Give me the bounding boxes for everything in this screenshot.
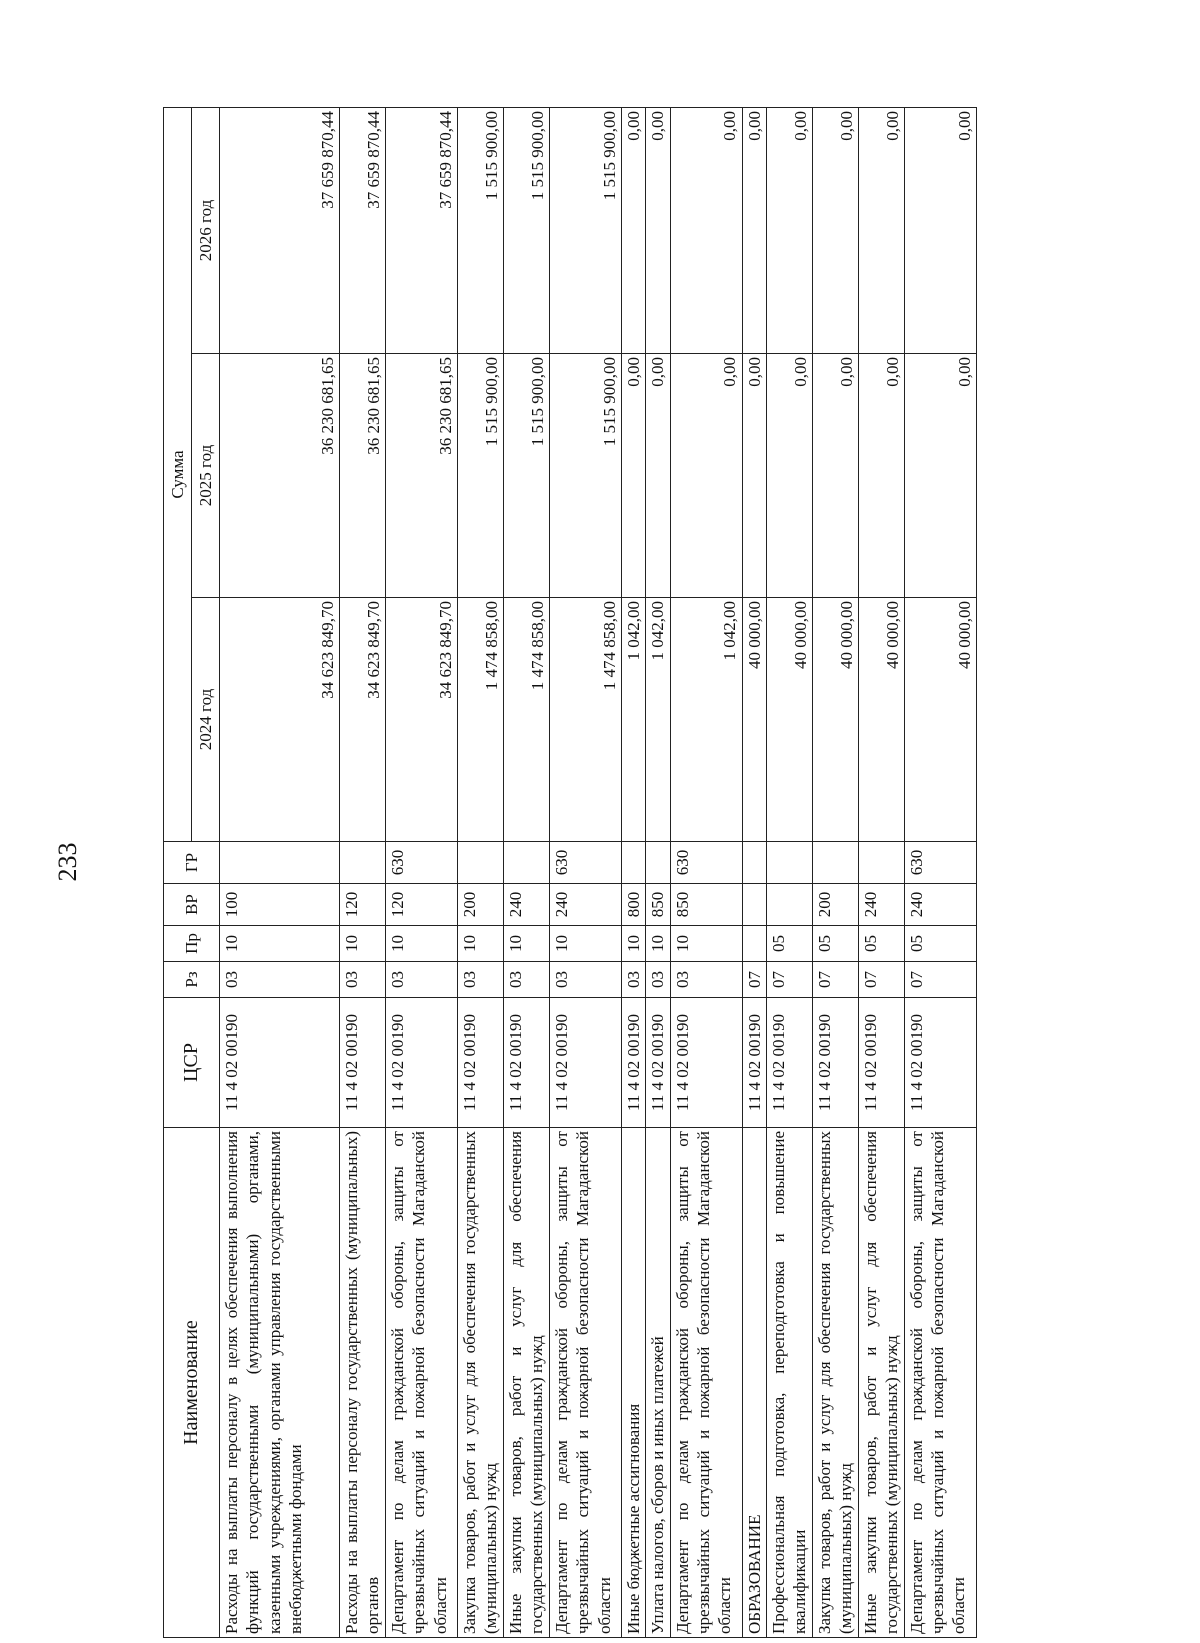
page-number: 233 [53,842,82,882]
row-rz-cell: 07 [904,962,976,998]
row-pr-cell: 05 [904,926,976,962]
row-2025-cell: 0,00 [622,354,646,598]
row-gr-cell: 630 [550,842,622,884]
row-vr-cell: 200 [812,884,858,926]
row-pr-cell: 05 [858,926,904,962]
row-vr-cell: 240 [904,884,976,926]
row-2026-cell: 0,00 [766,107,812,353]
row-csr-cell: 11 4 02 00190 [458,998,504,1128]
row-gr-cell [340,842,386,884]
row-rz-cell: 03 [550,962,622,998]
row-rz-cell: 03 [670,962,742,998]
row-2026-cell: 0,00 [904,107,976,353]
document-rotated-container [163,108,1133,1638]
row-gr-cell [742,842,766,884]
row-2026-cell: 0,00 [670,107,742,353]
row-2026-cell: 0,00 [858,107,904,353]
row-pr-cell: 10 [622,926,646,962]
row-rz-cell: 07 [742,962,766,998]
table-row [340,107,386,1637]
row-2024-cell: 1 042,00 [622,598,646,842]
row-csr-cell: 11 4 02 00190 [220,998,340,1128]
row-name-cell: Закупка товаров, работ и услуг для обеспечения государственных (муниципальных) нужд [812,1128,858,1638]
row-csr-cell: 11 4 02 00190 [858,998,904,1128]
row-vr-cell: 240 [550,884,622,926]
row-pr-cell: 10 [220,926,340,962]
row-2024-cell: 40 000,00 [766,598,812,842]
row-name-cell: Департамент по делам гражданской обороны, защиты от чрезвычайных ситуаций и пожарной безопасности Магаданской области [550,1128,622,1638]
row-gr-cell: 630 [386,842,458,884]
table-row [858,107,904,1637]
row-csr-cell: 11 4 02 00190 [766,998,812,1128]
row-rz-cell: 07 [858,962,904,998]
row-name-cell: ОБРАЗОВАНИЕ [742,1128,766,1638]
row-pr-cell: 10 [670,926,742,962]
row-2026-cell: 0,00 [646,107,670,353]
row-vr-cell: 120 [340,884,386,926]
header-2026: 2026 год [192,107,220,353]
row-2025-cell: 1 515 900,00 [504,354,550,598]
table-row [622,107,646,1637]
row-vr-cell: 850 [646,884,670,926]
row-gr-cell [858,842,904,884]
row-rz-cell: 03 [622,962,646,998]
row-2026-cell: 1 515 900,00 [458,107,504,353]
row-vr-cell: 100 [220,884,340,926]
row-name-cell: Департамент по делам гражданской обороны, защиты от чрезвычайных ситуаций и пожарной безопасности Магаданской области [386,1128,458,1638]
row-2024-cell: 40 000,00 [904,598,976,842]
table-row [742,107,766,1637]
row-name-cell: Уплата налогов, сборов и иных платежей [646,1128,670,1638]
row-pr-cell: 10 [386,926,458,962]
row-pr-cell: 05 [812,926,858,962]
row-pr-cell: 05 [766,926,812,962]
row-pr-cell: 10 [550,926,622,962]
table-row [766,107,812,1637]
header-name: Наименование [164,1128,220,1638]
row-2024-cell: 40 000,00 [812,598,858,842]
row-name-cell: Департамент по делам гражданской обороны, защиты от чрезвычайных ситуаций и пожарной безопасности Магаданской области [670,1128,742,1638]
row-name-cell: Профессиональная подготовка, переподготовка и повышение квалификации [766,1128,812,1638]
table-row [386,107,458,1637]
row-csr-cell: 11 4 02 00190 [386,998,458,1128]
row-vr-cell: 240 [504,884,550,926]
row-2025-cell: 36 230 681,65 [340,354,386,598]
row-2025-cell: 1 515 900,00 [550,354,622,598]
row-2024-cell: 1 474 858,00 [458,598,504,842]
table-header [164,107,220,1637]
row-rz-cell: 03 [458,962,504,998]
table-row [504,107,550,1637]
row-pr-cell: 10 [504,926,550,962]
row-vr-cell: 800 [622,884,646,926]
row-csr-cell: 11 4 02 00190 [646,998,670,1128]
row-csr-cell: 11 4 02 00190 [340,998,386,1128]
table-row [904,107,976,1637]
table-row [646,107,670,1637]
row-rz-cell: 03 [386,962,458,998]
row-2025-cell: 36 230 681,65 [386,354,458,598]
header-2024: 2024 год [192,598,220,842]
row-vr-cell: 850 [670,884,742,926]
row-name-cell: Расходы на выплаты персоналу в целях обеспечения выполнения функций государственными (муниципальными) органами, казенными учреждениями, органами управления государственными внебюджетными фондами [220,1128,340,1638]
row-name-cell: Департамент по делам гражданской обороны, защиты от чрезвычайных ситуаций и пожарной безопасности Магаданской области [904,1128,976,1638]
row-csr-cell: 11 4 02 00190 [742,998,766,1128]
row-pr-cell: 10 [646,926,670,962]
row-2025-cell: 0,00 [670,354,742,598]
row-csr-cell: 11 4 02 00190 [622,998,646,1128]
row-2025-cell: 1 515 900,00 [458,354,504,598]
row-pr-cell: 10 [458,926,504,962]
row-name-cell: Расходы на выплаты персоналу государственных (муниципальных) органов [340,1128,386,1638]
row-rz-cell: 07 [766,962,812,998]
row-gr-cell: 630 [670,842,742,884]
row-name-cell: Закупка товаров, работ и услуг для обеспечения государственных (муниципальных) нужд [458,1128,504,1638]
table-row [550,107,622,1637]
row-vr-cell: 200 [458,884,504,926]
row-2026-cell: 1 515 900,00 [550,107,622,353]
row-rz-cell: 03 [340,962,386,998]
row-2026-cell: 0,00 [812,107,858,353]
header-2025: 2025 год [192,354,220,598]
row-vr-cell: 240 [858,884,904,926]
header-summa: Сумма [164,107,192,841]
row-gr-cell [458,842,504,884]
row-2025-cell: 0,00 [858,354,904,598]
row-rz-cell: 03 [646,962,670,998]
row-vr-cell: 120 [386,884,458,926]
row-2026-cell: 37 659 870,44 [340,107,386,353]
row-gr-cell [812,842,858,884]
table-row [670,107,742,1637]
row-rz-cell: 07 [812,962,858,998]
row-gr-cell [622,842,646,884]
row-gr-cell [220,842,340,884]
row-vr-cell [742,884,766,926]
row-pr-cell: 10 [340,926,386,962]
row-gr-cell [766,842,812,884]
row-2025-cell: 0,00 [646,354,670,598]
row-gr-cell [646,842,670,884]
row-2024-cell: 40 000,00 [742,598,766,842]
header-csr: ЦСР [164,998,220,1128]
row-2024-cell: 1 474 858,00 [504,598,550,842]
row-2026-cell: 1 515 900,00 [504,107,550,353]
row-name-cell: Иные закупки товаров, работ и услуг для обеспечения государственных (муниципальных) нужд [858,1128,904,1638]
row-2025-cell: 36 230 681,65 [220,354,340,598]
row-csr-cell: 11 4 02 00190 [504,998,550,1128]
header-pr: Пр [164,926,220,962]
row-2024-cell: 1 042,00 [646,598,670,842]
row-2024-cell: 1 042,00 [670,598,742,842]
row-2024-cell: 34 623 849,70 [386,598,458,842]
row-2024-cell: 1 474 858,00 [550,598,622,842]
row-2024-cell: 34 623 849,70 [340,598,386,842]
row-csr-cell: 11 4 02 00190 [812,998,858,1128]
row-rz-cell: 03 [504,962,550,998]
row-csr-cell: 11 4 02 00190 [904,998,976,1128]
row-2024-cell: 34 623 849,70 [220,598,340,842]
row-name-cell: Иные бюджетные ассигнования [622,1128,646,1638]
table-row [458,107,504,1637]
row-2025-cell: 0,00 [766,354,812,598]
row-gr-cell: 630 [904,842,976,884]
row-2026-cell: 0,00 [742,107,766,353]
row-2025-cell: 0,00 [812,354,858,598]
row-csr-cell: 11 4 02 00190 [550,998,622,1128]
row-2025-cell: 0,00 [904,354,976,598]
row-name-cell: Иные закупки товаров, работ и услуг для обеспечения государственных (муниципальных) нужд [504,1128,550,1638]
table-row [812,107,858,1637]
budget-table [163,107,977,1638]
row-2026-cell: 37 659 870,44 [220,107,340,353]
row-2026-cell: 37 659 870,44 [386,107,458,353]
table-row [220,107,340,1637]
row-2024-cell: 40 000,00 [858,598,904,842]
row-2026-cell: 0,00 [622,107,646,353]
header-rz: Рз [164,962,220,998]
row-csr-cell: 11 4 02 00190 [670,998,742,1128]
header-gr: ГР [164,842,220,884]
row-gr-cell [504,842,550,884]
table-body [220,107,977,1637]
row-vr-cell [766,884,812,926]
row-2025-cell: 0,00 [742,354,766,598]
header-vr: ВР [164,884,220,926]
row-rz-cell: 03 [220,962,340,998]
row-pr-cell [742,926,766,962]
